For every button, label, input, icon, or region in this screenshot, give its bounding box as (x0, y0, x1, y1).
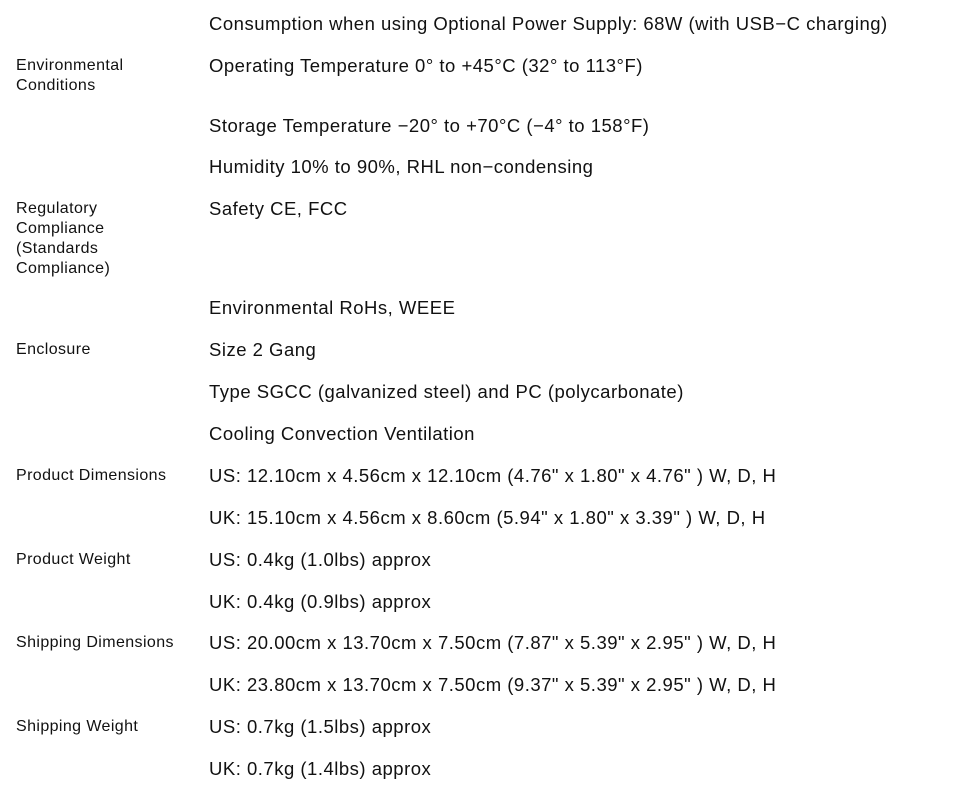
shipping-dimensions-uk-value: UK: 23.80cm x 13.70cm x 7.50cm (9.37" x 5.39" x 2.95" ) W, D, H (209, 674, 777, 695)
shipping-weight-uk-value: UK: 0.7kg (1.4lbs) approx (209, 758, 432, 779)
shipping-dimensions-us-value: US: 20.00cm x 13.70cm x 7.50cm (7.87" x 5.39" x 2.95" ) W, D, H (209, 632, 777, 653)
product-weight-label: Product Weight (16, 551, 131, 568)
humidity-value: Humidity 10% to 90%, RHL non−condensing (209, 156, 594, 177)
product-dimensions-label: Product Dimensions (16, 467, 167, 484)
shipping-weight-label: Shipping Weight (16, 718, 139, 735)
enclosure-label: Enclosure (16, 341, 91, 358)
product-weight-us-value: US: 0.4kg (1.0lbs) approx (209, 549, 432, 570)
storage-temperature-value: Storage Temperature −20° to +70°C (−4° to 158°F) (209, 115, 650, 136)
product-dimensions-uk-value: UK: 15.10cm x 4.56cm x 8.60cm (5.94" x 1.80" x 3.39" ) W, D, H (209, 507, 766, 528)
environmental-conditions-label: Environmental Conditions (16, 57, 124, 94)
safety-value: Safety CE, FCC (209, 198, 348, 219)
regulatory-compliance-label: Regulatory Compliance (Standards Compliance) (16, 200, 111, 277)
consumption-value: Consumption when using Optional Power Supply: 68W (with USB−C charging) (209, 13, 888, 34)
environmental-compliance-value: Environmental RoHs, WEEE (209, 297, 456, 318)
enclosure-type-value: Type SGCC (galvanized steel) and PC (polycarbonate) (209, 381, 684, 402)
enclosure-size-value: Size 2 Gang (209, 339, 317, 360)
shipping-weight-us-value: US: 0.7kg (1.5lbs) approx (209, 716, 432, 737)
product-dimensions-us-value: US: 12.10cm x 4.56cm x 12.10cm (4.76" x 1.80" x 4.76" ) W, D, H (209, 465, 777, 486)
product-weight-uk-value: UK: 0.4kg (0.9lbs) approx (209, 591, 432, 612)
shipping-dimensions-label: Shipping Dimensions (16, 634, 174, 651)
operating-temperature-value: Operating Temperature 0° to +45°C (32° to 113°F) (209, 55, 643, 76)
enclosure-cooling-value: Cooling Convection Ventilation (209, 423, 475, 444)
